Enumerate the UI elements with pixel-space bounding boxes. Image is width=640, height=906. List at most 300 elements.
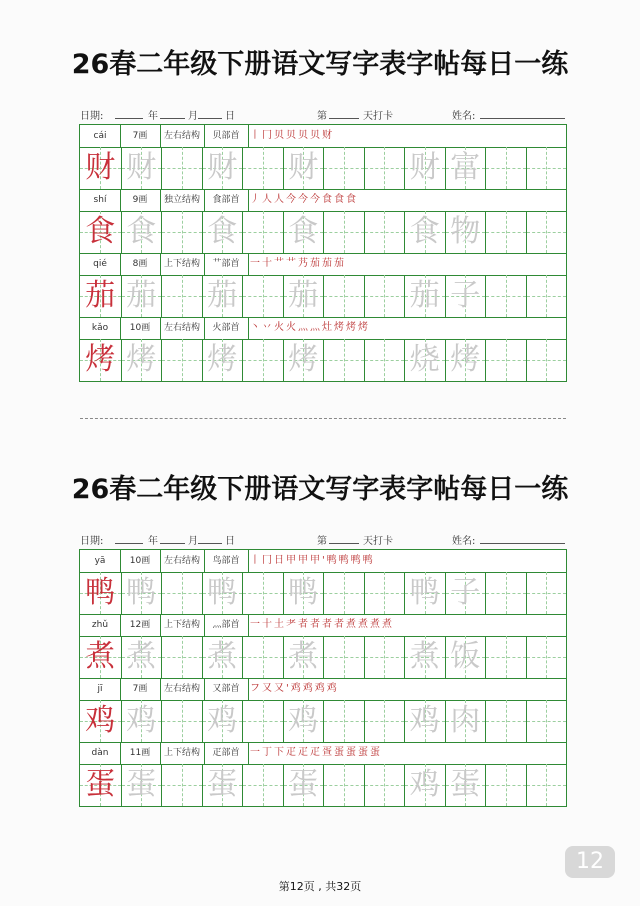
- info-line: [80, 104, 565, 124]
- model-character: 鸡: [85, 703, 116, 738]
- trace-character: 煮: [409, 639, 440, 674]
- writing-box[interactable]: [364, 339, 405, 381]
- writing-box[interactable]: [526, 700, 567, 742]
- trace-character: 鸭: [207, 575, 238, 610]
- trace-character: 富: [450, 150, 481, 185]
- writing-box[interactable]: [80, 147, 121, 189]
- guide-line: [162, 657, 202, 658]
- writing-box[interactable]: [202, 275, 243, 317]
- guide-line: [243, 168, 283, 169]
- name-label: 姓名:: [452, 536, 476, 547]
- model-character: 烤: [85, 342, 116, 377]
- meta-separator: [120, 742, 121, 764]
- writing-box[interactable]: [242, 147, 283, 189]
- stroke-count: 7画: [132, 131, 148, 141]
- guide-line: [324, 296, 364, 297]
- blank-line[interactable]: [480, 543, 565, 544]
- char-meta-row: [80, 189, 566, 212]
- trace-character: 蛋: [126, 767, 157, 802]
- page-number-badge: 12: [565, 846, 615, 878]
- structure-label: 左右结构: [163, 556, 200, 566]
- pinyin-label: shí: [93, 195, 107, 205]
- writing-box[interactable]: [323, 147, 364, 189]
- guide-line: [486, 360, 526, 361]
- writing-box[interactable]: [445, 700, 486, 742]
- stroke-order: 一十土耂者者者者煮煮煮煮: [250, 619, 394, 630]
- trace-character: 财: [207, 150, 238, 185]
- guide-line: [243, 785, 283, 786]
- writing-box[interactable]: [485, 764, 526, 806]
- section-divider: [80, 418, 566, 419]
- trace-character: 鸡: [288, 703, 319, 738]
- meta-separator: [204, 125, 205, 147]
- writing-box[interactable]: [80, 275, 121, 317]
- char-meta-row: [80, 614, 566, 637]
- tracing-boxes: [80, 764, 566, 806]
- writing-box[interactable]: [445, 572, 486, 614]
- blank-line[interactable]: [160, 118, 185, 119]
- writing-box[interactable]: [364, 572, 405, 614]
- radical-label: 鸟部首: [212, 556, 240, 566]
- char-row: [80, 550, 566, 614]
- writing-box[interactable]: [485, 275, 526, 317]
- blank-line[interactable]: [115, 543, 143, 544]
- meta-separator: [204, 253, 205, 275]
- trace-character: 食: [126, 214, 157, 249]
- meta-separator: [248, 614, 249, 636]
- structure-label: 左右结构: [163, 684, 200, 694]
- meta-separator: [160, 550, 161, 572]
- pinyin-label: yā: [94, 556, 106, 566]
- writing-box[interactable]: [404, 147, 445, 189]
- tracing-boxes: [80, 147, 566, 189]
- writing-box[interactable]: [404, 700, 445, 742]
- writing-box[interactable]: [445, 764, 486, 806]
- writing-box[interactable]: [404, 764, 445, 806]
- guide-line: [527, 296, 567, 297]
- writing-box[interactable]: [364, 211, 405, 253]
- trace-character: 财: [126, 150, 157, 185]
- meta-separator: [248, 678, 249, 700]
- guide-line: [324, 657, 364, 658]
- guide-line: [527, 232, 567, 233]
- guide-line: [527, 721, 567, 722]
- blank-line[interactable]: [198, 118, 222, 119]
- writing-box[interactable]: [283, 275, 324, 317]
- writing-box[interactable]: [526, 764, 567, 806]
- guide-line: [324, 232, 364, 233]
- writing-box[interactable]: [80, 339, 121, 381]
- char-row: [80, 317, 566, 381]
- meta-separator: [160, 125, 161, 147]
- writing-box[interactable]: [323, 211, 364, 253]
- guide-line: [527, 168, 567, 169]
- trace-character: 食: [409, 214, 440, 249]
- writing-box[interactable]: [445, 211, 486, 253]
- writing-box[interactable]: [526, 636, 567, 678]
- writing-box[interactable]: [283, 764, 324, 806]
- structure-label: 上下结构: [163, 259, 200, 269]
- writing-box[interactable]: [364, 700, 405, 742]
- meta-separator: [248, 317, 249, 339]
- date-label: 日期:: [80, 536, 104, 547]
- writing-box[interactable]: [526, 275, 567, 317]
- writing-box[interactable]: [202, 339, 243, 381]
- writing-box[interactable]: [445, 147, 486, 189]
- trace-character: 蛋: [450, 767, 481, 802]
- writing-box[interactable]: [242, 572, 283, 614]
- writing-box[interactable]: [242, 636, 283, 678]
- day-label: 日: [225, 111, 235, 122]
- writing-box[interactable]: [161, 339, 202, 381]
- writing-box[interactable]: [485, 700, 526, 742]
- writing-box[interactable]: [121, 275, 162, 317]
- radical-label: 食部首: [212, 195, 240, 205]
- trace-character: 煮: [126, 639, 157, 674]
- writing-box[interactable]: [445, 339, 486, 381]
- trace-character: 茄: [126, 278, 157, 313]
- guide-line: [365, 785, 405, 786]
- writing-box[interactable]: [283, 572, 324, 614]
- tracing-boxes: [80, 572, 566, 614]
- trace-character: 财: [288, 150, 319, 185]
- meta-separator: [248, 189, 249, 211]
- writing-box[interactable]: [485, 572, 526, 614]
- writing-box[interactable]: [242, 700, 283, 742]
- writing-grid: [79, 124, 567, 382]
- stroke-order: 丨冂贝贝贝贝财: [250, 130, 334, 141]
- trace-character: 烤: [126, 342, 157, 377]
- writing-box[interactable]: [202, 700, 243, 742]
- meta-separator: [120, 317, 121, 339]
- row-separator: [80, 317, 566, 318]
- writing-box[interactable]: [161, 147, 202, 189]
- radical-label: 贝部首: [212, 131, 240, 141]
- guide-line: [324, 360, 364, 361]
- meta-separator: [120, 678, 121, 700]
- writing-box[interactable]: [121, 147, 162, 189]
- char-meta-row: [80, 317, 566, 340]
- writing-box[interactable]: [80, 764, 121, 806]
- model-character: 蛋: [85, 767, 116, 802]
- trace-character: 财: [409, 150, 440, 185]
- stroke-count: 8画: [132, 259, 148, 269]
- writing-box[interactable]: [445, 275, 486, 317]
- writing-grid: [79, 549, 567, 807]
- guide-line: [486, 296, 526, 297]
- blank-line[interactable]: [329, 118, 359, 119]
- meta-separator: [204, 317, 205, 339]
- blank-line[interactable]: [115, 118, 143, 119]
- meta-separator: [160, 253, 161, 275]
- checkin-suffix: 天打卡: [363, 536, 393, 547]
- model-character: 煮: [85, 639, 116, 674]
- meta-separator: [160, 614, 161, 636]
- stroke-count: 7画: [132, 684, 148, 694]
- guide-line: [365, 593, 405, 594]
- row-separator: [80, 678, 566, 679]
- trace-character: 鸡: [207, 703, 238, 738]
- structure-label: 上下结构: [163, 748, 200, 758]
- guide-line: [162, 721, 202, 722]
- guide-line: [162, 168, 202, 169]
- trace-character: 物: [450, 214, 481, 249]
- trace-character: 烤: [450, 342, 481, 377]
- writing-box[interactable]: [80, 700, 121, 742]
- stroke-count: 12画: [129, 620, 151, 630]
- writing-box[interactable]: [323, 572, 364, 614]
- writing-box[interactable]: [161, 211, 202, 253]
- writing-box[interactable]: [202, 147, 243, 189]
- char-row: [80, 189, 566, 253]
- year-label: 年: [148, 536, 158, 547]
- writing-box[interactable]: [364, 147, 405, 189]
- writing-box[interactable]: [121, 764, 162, 806]
- guide-line: [527, 593, 567, 594]
- meta-separator: [120, 253, 121, 275]
- guide-line: [324, 168, 364, 169]
- trace-character: 烤: [288, 342, 319, 377]
- meta-separator: [160, 189, 161, 211]
- trace-character: 鸭: [409, 575, 440, 610]
- stroke-order: 丿人人今今今食食食: [250, 194, 358, 205]
- structure-label: 独立结构: [163, 195, 200, 205]
- structure-label: 左右结构: [163, 131, 200, 141]
- date-label: 日期:: [80, 111, 104, 122]
- stroke-count: 10画: [129, 556, 151, 566]
- trace-character: 茄: [288, 278, 319, 313]
- writing-box[interactable]: [242, 211, 283, 253]
- page-footer: 第12页 , 共32页: [278, 880, 362, 893]
- writing-box[interactable]: [202, 636, 243, 678]
- guide-line: [324, 785, 364, 786]
- pinyin-label: zhǔ: [91, 620, 109, 630]
- writing-box[interactable]: [323, 339, 364, 381]
- guide-line: [243, 721, 283, 722]
- guide-line: [324, 721, 364, 722]
- guide-line: [365, 721, 405, 722]
- writing-box[interactable]: [404, 339, 445, 381]
- stroke-count: 11画: [129, 748, 151, 758]
- meta-separator: [120, 189, 121, 211]
- writing-box[interactable]: [283, 211, 324, 253]
- writing-box[interactable]: [161, 572, 202, 614]
- writing-box[interactable]: [526, 147, 567, 189]
- guide-line: [527, 785, 567, 786]
- writing-box[interactable]: [121, 636, 162, 678]
- writing-box[interactable]: [121, 211, 162, 253]
- guide-line: [486, 721, 526, 722]
- sheet-title: 26春二年级下册语文写字表字帖每日一练: [71, 474, 569, 505]
- writing-box[interactable]: [121, 339, 162, 381]
- guide-line: [486, 785, 526, 786]
- writing-box[interactable]: [526, 211, 567, 253]
- trace-character: 鸡: [126, 703, 157, 738]
- guide-line: [365, 360, 405, 361]
- meta-separator: [120, 550, 121, 572]
- pinyin-label: jī: [97, 684, 103, 694]
- trace-character: 鸭: [288, 575, 319, 610]
- writing-box[interactable]: [242, 275, 283, 317]
- stroke-count: 9画: [132, 195, 148, 205]
- trace-character: 子: [450, 278, 481, 313]
- trace-character: 烤: [207, 342, 238, 377]
- meta-separator: [160, 742, 161, 764]
- writing-box[interactable]: [323, 275, 364, 317]
- writing-box[interactable]: [485, 339, 526, 381]
- meta-separator: [204, 550, 205, 572]
- writing-box[interactable]: [485, 636, 526, 678]
- writing-box[interactable]: [526, 339, 567, 381]
- trace-character: 烧: [409, 342, 440, 377]
- writing-box[interactable]: [404, 275, 445, 317]
- blank-line[interactable]: [329, 543, 359, 544]
- month-label: 月: [188, 536, 198, 547]
- info-line: [80, 529, 565, 549]
- writing-box[interactable]: [121, 700, 162, 742]
- writing-box[interactable]: [202, 572, 243, 614]
- radical-label: 又部首: [212, 684, 240, 694]
- pinyin-label: kǎo: [91, 323, 109, 333]
- trace-character: 饭: [450, 639, 481, 674]
- writing-box[interactable]: [161, 764, 202, 806]
- guide-line: [486, 168, 526, 169]
- meta-separator: [248, 550, 249, 572]
- day-label: 日: [225, 536, 235, 547]
- writing-box[interactable]: [202, 764, 243, 806]
- char-row: [80, 742, 566, 806]
- checkin-prefix: 第: [317, 111, 327, 122]
- row-separator: [80, 742, 566, 743]
- meta-separator: [204, 742, 205, 764]
- structure-label: 左右结构: [163, 323, 200, 333]
- char-row: [80, 678, 566, 742]
- writing-box[interactable]: [80, 211, 121, 253]
- trace-character: 子: [450, 575, 481, 610]
- meta-separator: [120, 125, 121, 147]
- trace-character: 鸡: [409, 767, 440, 802]
- pinyin-label: dàn: [91, 748, 109, 758]
- guide-line: [486, 232, 526, 233]
- guide-line: [162, 232, 202, 233]
- guide-line: [365, 232, 405, 233]
- meta-separator: [248, 125, 249, 147]
- writing-box[interactable]: [202, 211, 243, 253]
- blank-line[interactable]: [198, 543, 222, 544]
- char-row: [80, 614, 566, 678]
- writing-box[interactable]: [445, 636, 486, 678]
- writing-box[interactable]: [242, 339, 283, 381]
- sheet-title: 26春二年级下册语文写字表字帖每日一练: [71, 49, 569, 80]
- month-label: 月: [188, 111, 198, 122]
- writing-box[interactable]: [121, 572, 162, 614]
- trace-character: 煮: [207, 639, 238, 674]
- meta-separator: [248, 742, 249, 764]
- writing-box[interactable]: [161, 700, 202, 742]
- writing-box[interactable]: [80, 572, 121, 614]
- writing-box[interactable]: [485, 211, 526, 253]
- char-row: [80, 253, 566, 317]
- writing-box[interactable]: [283, 636, 324, 678]
- writing-box[interactable]: [283, 147, 324, 189]
- radical-label: 艹部首: [212, 259, 240, 269]
- meta-separator: [160, 317, 161, 339]
- structure-label: 上下结构: [163, 620, 200, 630]
- trace-character: 鸭: [126, 575, 157, 610]
- guide-line: [486, 657, 526, 658]
- radical-label: 灬部首: [212, 620, 240, 630]
- meta-separator: [204, 614, 205, 636]
- year-label: 年: [148, 111, 158, 122]
- writing-box[interactable]: [323, 700, 364, 742]
- writing-box[interactable]: [161, 275, 202, 317]
- guide-line: [527, 360, 567, 361]
- writing-box[interactable]: [242, 764, 283, 806]
- writing-box[interactable]: [364, 275, 405, 317]
- blank-line[interactable]: [160, 543, 185, 544]
- pinyin-label: qié: [93, 259, 107, 269]
- tracing-boxes: [80, 700, 566, 742]
- writing-box[interactable]: [364, 764, 405, 806]
- char-meta-row: [80, 550, 566, 573]
- guide-line: [243, 360, 283, 361]
- writing-box[interactable]: [364, 636, 405, 678]
- trace-character: 蛋: [207, 767, 238, 802]
- trace-character: 食: [207, 214, 238, 249]
- guide-line: [162, 593, 202, 594]
- char-meta-row: [80, 678, 566, 701]
- char-meta-row: [80, 253, 566, 276]
- writing-box[interactable]: [80, 636, 121, 678]
- writing-box[interactable]: [404, 211, 445, 253]
- guide-line: [486, 593, 526, 594]
- tracing-boxes: [80, 211, 566, 253]
- blank-line[interactable]: [480, 118, 565, 119]
- writing-box[interactable]: [283, 339, 324, 381]
- stroke-count: 10画: [129, 323, 151, 333]
- writing-box[interactable]: [161, 636, 202, 678]
- char-meta-row: [80, 125, 566, 148]
- trace-character: 鸡: [409, 703, 440, 738]
- guide-line: [324, 593, 364, 594]
- meta-separator: [160, 678, 161, 700]
- writing-box[interactable]: [283, 700, 324, 742]
- writing-box[interactable]: [404, 636, 445, 678]
- meta-separator: [204, 678, 205, 700]
- writing-box[interactable]: [323, 764, 364, 806]
- pinyin-label: cái: [93, 131, 107, 141]
- stroke-order: 丶丷火火灬灬灶烤烤烤: [250, 322, 370, 333]
- guide-line: [243, 593, 283, 594]
- row-separator: [80, 189, 566, 190]
- guide-line: [527, 657, 567, 658]
- writing-box[interactable]: [323, 636, 364, 678]
- writing-box[interactable]: [526, 572, 567, 614]
- meta-separator: [204, 189, 205, 211]
- tracing-boxes: [80, 636, 566, 678]
- writing-box[interactable]: [404, 572, 445, 614]
- trace-character: 煮: [288, 639, 319, 674]
- char-meta-row: [80, 742, 566, 765]
- guide-line: [365, 168, 405, 169]
- writing-box[interactable]: [485, 147, 526, 189]
- trace-character: 蛋: [288, 767, 319, 802]
- meta-separator: [248, 253, 249, 275]
- row-separator: [80, 614, 566, 615]
- stroke-order: フ又又'鸡鸡鸡鸡: [250, 683, 339, 694]
- char-row: [80, 125, 566, 189]
- trace-character: 茄: [409, 278, 440, 313]
